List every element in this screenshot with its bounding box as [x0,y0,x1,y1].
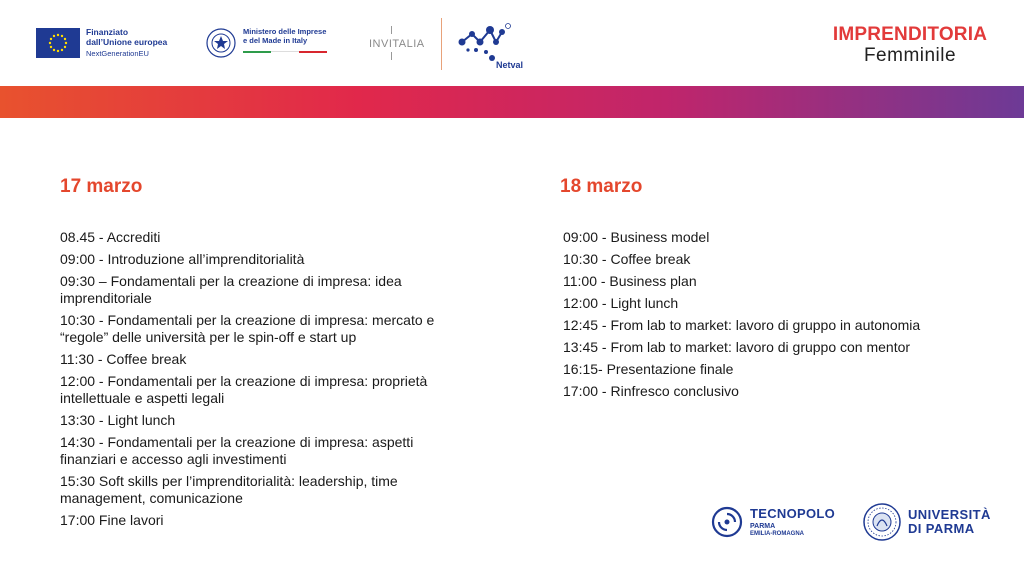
ministry-line-1: Ministero delle Imprese [243,27,327,36]
university-line-2: DI PARMA [908,521,975,536]
tecnopolo-swirl-icon [710,505,744,539]
netval-wordmark: Netval [496,60,524,70]
netval-molecule-icon [456,20,532,62]
day2-item: 12:45 - From lab to market: lavoro di gruppo in autonomia [563,317,921,333]
eu-line-2: dall’Unione europea [86,36,168,47]
day1-item: 09:00 - Introduzione all’imprenditorialità [60,251,305,267]
day1-item: 08.45 - Accrediti [60,229,161,245]
brand-line-1: IMPRENDITORIA [832,24,988,45]
invitalia-logo [369,26,427,62]
header-logos [0,0,1024,86]
day1-item: 14:30 - Fondamentali per la creazione di impresa: aspetti finanziari e accesso agli investimenti [60,434,414,467]
gradient-band [0,86,1024,118]
day1-item: 13:30 - Light lunch [60,412,176,428]
day1-item: 17:00 Fine lavori [60,512,164,528]
tecnopolo-line-2: PARMA [750,522,776,530]
university-line-1: UNIVERSITÀ [908,506,991,522]
day1-item: 12:00 - Fondamentali per la creazione di impresa: proprietà intellettuale e aspetti legali [60,373,428,406]
tecnopolo-line-3: EMILIA-ROMAGNA [750,530,804,537]
brand-line-2: Femminile [863,45,957,66]
eu-flag-icon [36,28,80,58]
day1-title: 17 marzo [60,176,143,197]
day2-item: 10:30 - Coffee break [563,251,691,267]
day1-schedule [60,229,460,534]
tecnopolo-logo [710,505,835,539]
day1-item: 10:30 - Fondamentali per la creazione di impresa: mercato e “regole” delle università per le spin-off e start up [60,312,435,345]
day2-item: 17:00 - Rinfresco conclusivo [563,383,739,399]
invitalia-wordmark: INVITALIA [369,38,425,50]
imprenditoria-femminile-logo [830,24,990,67]
day1-item: 15:30 Soft skills per l’imprenditorialità: leadership, time management, comunicazione [60,473,398,506]
day2-item: 13:45 - From lab to market: lavoro di gruppo con mentor [563,339,911,355]
university-seal-icon [862,502,902,542]
day2-item: 12:00 - Light lunch [563,295,679,311]
day1-item: 11:30 - Coffee break [60,351,187,367]
eu-line-3: NextGenerationEU [86,48,149,58]
ministry-logo [205,27,327,59]
italian-emblem-icon [205,27,237,59]
day2-item: 11:00 - Business plan [563,273,697,289]
eu-funding-logo [36,28,167,58]
day1-item: 09:30 – Fondamentali per la creazione di impresa: idea imprenditoriale [60,273,402,306]
logo-divider [441,18,442,70]
tricolor-underline [243,51,327,53]
day2-schedule [563,229,983,405]
netval-logo [456,20,532,70]
ministry-line-2: e del Made in Italy [243,36,308,45]
day2-title: 18 marzo [560,176,643,197]
day2-item: 09:00 - Business model [563,229,710,245]
tecnopolo-line-1: TECNOPOLO [750,505,836,521]
eu-line-1: Finanziato [86,27,129,37]
universita-parma-logo [862,502,991,542]
day2-item: 16:15- Presentazione finale [563,361,734,377]
